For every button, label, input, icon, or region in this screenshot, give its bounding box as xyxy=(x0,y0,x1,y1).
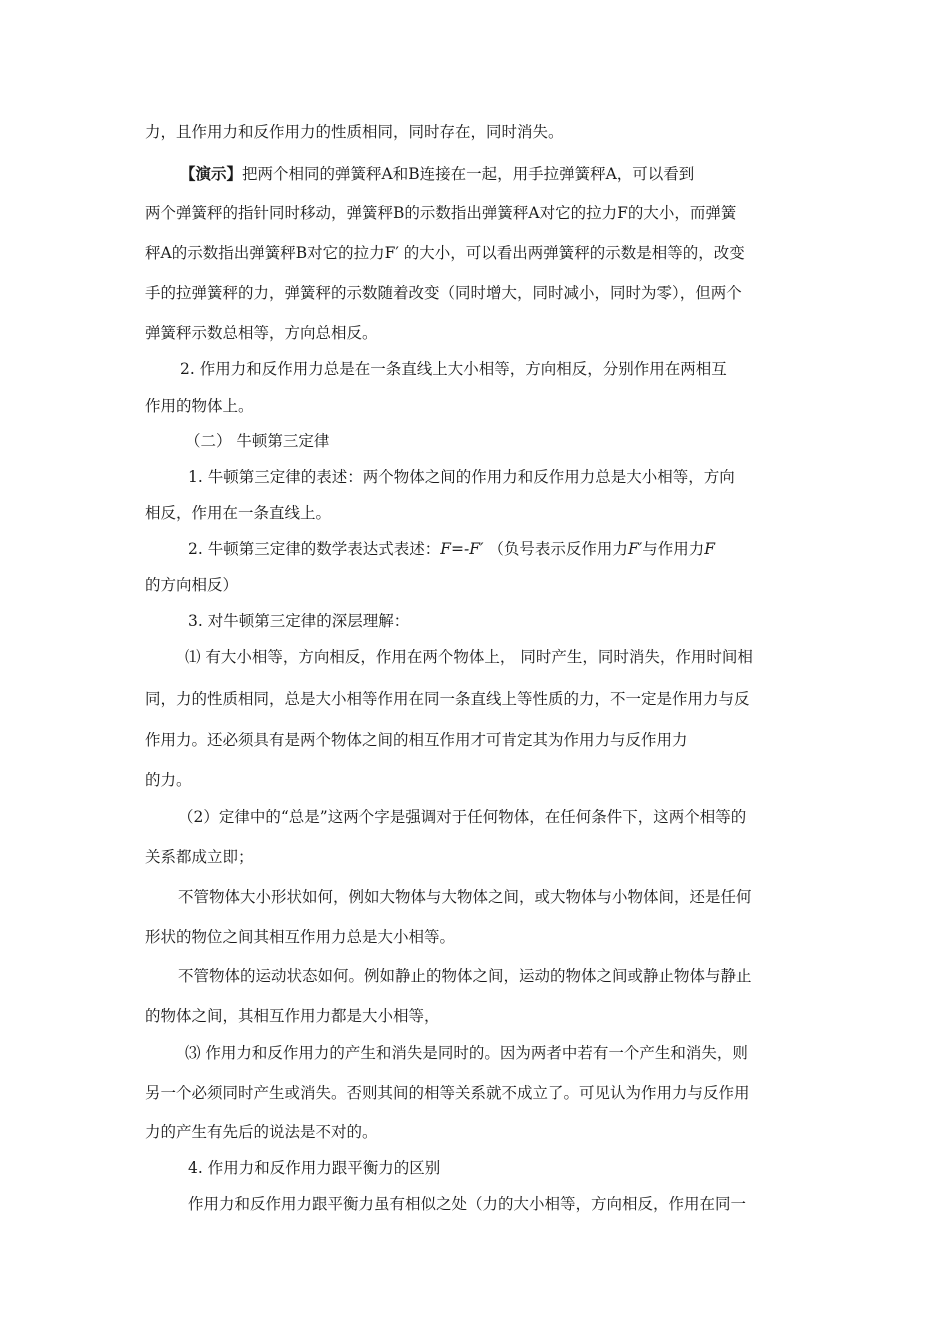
text-line: ⑴ 有大小相等，方向相反，作用在两个物体上， 同时产生，同时消失，作用时间相 xyxy=(185,648,753,666)
text-line: 秤A的示数指出弹簧秤B对它的拉力F′ 的大小，可以看出两弹簧秤的示数是相等的，改变 xyxy=(145,244,745,262)
text-line: 的方向相反） xyxy=(145,576,239,594)
text-line: 4. 作用力和反作用力跟平衡力的区别 xyxy=(188,1159,441,1177)
text-line: （2）定律中的“总是”这两个字是强调对于任何物体，在任何条件下，这两个相等的 xyxy=(178,808,747,826)
text-span: 2. 牛顿第三定律的数学表达式表述： xyxy=(188,540,441,558)
text-line: 的力。 xyxy=(145,771,192,789)
text-line: 关系都成立即； xyxy=(145,848,254,866)
demo-paragraph-start xyxy=(180,164,694,184)
text-span: 把两个相同的弹簧秤A和B连接在一起，用手拉弹簧秤A，可以看到 xyxy=(242,165,695,183)
text-line: 力的产生有先后的说法是不对的。 xyxy=(145,1123,378,1141)
text-span: （负号表示反作用力 xyxy=(488,540,628,558)
demo-tag: 【演示】 xyxy=(180,164,243,183)
text-line: 作用力。还必须具有是两个物体之间的相互作用才可肯定其为作用力与反作用力 xyxy=(145,731,688,749)
text-line: 1. 牛顿第三定律的表述：两个物体之间的作用力和反作用力总是大小相等，方向 xyxy=(188,468,735,486)
text-line: 不管物体大小形状如何，例如大物体与大物体之间，或大物体与小物体间，还是任何 xyxy=(178,888,752,906)
text-line: 另一个必须同时产生或消失。否则其间的相等关系就不成立了。可见认为作用力与反作用 xyxy=(145,1084,750,1102)
text-line: 力，且作用力和反作用力的性质相同，同时存在，同时消失。 xyxy=(145,123,564,141)
text-line: 作用力和反作用力跟平衡力虽有相似之处（力的大小相等，方向相反，作用在同一 xyxy=(188,1195,747,1213)
text-line: 手的拉弹簧秤的力，弹簧秤的示数随着改变（同时增大，同时减小，同时为零），但两个 xyxy=(145,284,742,302)
formula-line xyxy=(188,539,715,559)
text-line: ⑶ 作用力和反作用力的产生和消失是同时的。因为两者中若有一个产生和消失，则 xyxy=(185,1044,748,1062)
formula-symbol: F′ xyxy=(627,540,643,558)
text-line: 3. 对牛顿第三定律的深层理解： xyxy=(188,612,410,630)
text-line: 形状的物位之间其相互作用力总是大小相等。 xyxy=(145,928,456,946)
text-line: 的物体之间，其相互作用力都是大小相等， xyxy=(145,1007,440,1025)
text-line: 不管物体的运动状态如何。例如静止的物体之间，运动的物体之间或静止物体与静止 xyxy=(178,967,752,985)
text-line: 弹簧秤示数总相等，方向总相反。 xyxy=(145,324,378,342)
text-line: 同，力的性质相同，总是大小相等作用在同一条直线上等性质的力，不一定是作用力与反 xyxy=(145,690,750,708)
section-heading: （二） 牛顿第三定律 xyxy=(185,432,330,450)
text-line: 两个弹簧秤的指针同时移动，弹簧秤B的示数指出弹簧秤A对它的拉力F的大小，而弹簧 xyxy=(145,204,737,222)
text-span: 与作用力 xyxy=(642,540,705,558)
text-line: 2. 作用力和反作用力总是在一条直线上大小相等，方向相反，分别作用在两相互 xyxy=(180,360,727,378)
formula-symbol: F xyxy=(704,540,715,558)
text-line: 作用的物体上。 xyxy=(145,397,254,415)
formula-expression: F=-F′ xyxy=(440,540,484,558)
text-line: 相反，作用在一条直线上。 xyxy=(145,504,332,522)
